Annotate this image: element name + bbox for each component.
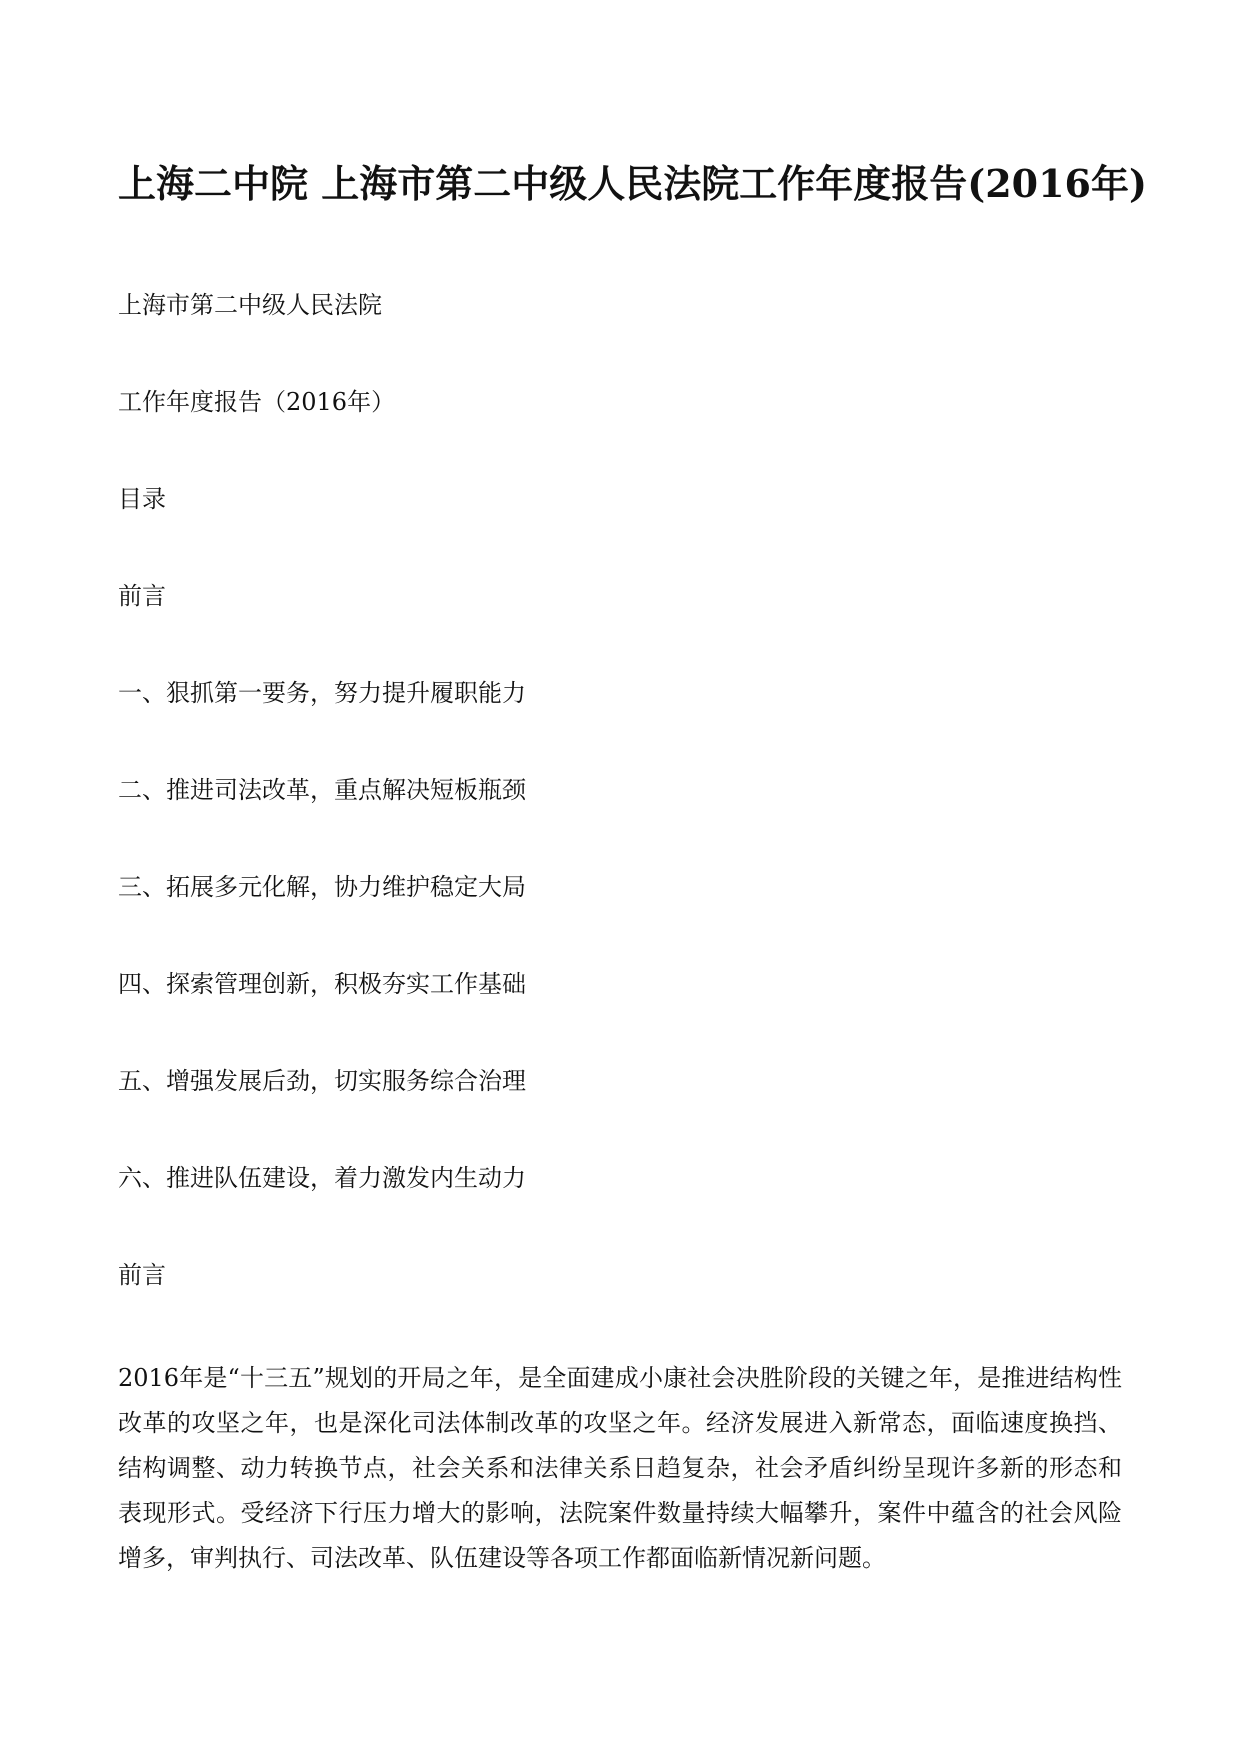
toc-item: 二、推进司法改革，重点解决短板瓶颈 (118, 776, 526, 804)
report-name: 工作年度报告（2016年） (118, 388, 396, 416)
court-name: 上海市第二中级人民法院 (118, 291, 382, 319)
toc-item: 四、探索管理创新，积极夯实工作基础 (118, 970, 526, 998)
toc-item: 六、推进队伍建设，着力激发内生动力 (118, 1164, 526, 1192)
preface-paragraph: 2016年是“十三五”规划的开局之年，是全面建成小康社会决胜阶段的关键之年，是推进结构性改革的攻坚之年，也是深化司法体制改革的攻坚之年。经济发展进入新常态，面临速度换挡、结构调整、动力转换节点，社会关系和法律关系日趋复杂，社会矛盾纠纷呈现许多新的形态和表现形式。受经济下行压力增大的影响，法院案件数量持续大幅攀升，案件中蕴含的社会风险增多，审判执行、司法改革、队伍建设等各项工作都面临新情况新问题。 (118, 1364, 1122, 1572)
toc-item: 三、拓展多元化解，协力维护稳定大局 (118, 873, 526, 901)
toc-heading: 目录 (118, 485, 166, 513)
document-title: 上海二中院 上海市第二中级人民法院工作年度报告(2016年) (118, 161, 1147, 206)
section-heading: 前言 (118, 1261, 166, 1289)
toc-item: 五、增强发展后劲，切实服务综合治理 (118, 1067, 526, 1095)
toc-item: 一、狠抓第一要务，努力提升履职能力 (118, 679, 526, 707)
toc-item: 前言 (118, 582, 166, 610)
